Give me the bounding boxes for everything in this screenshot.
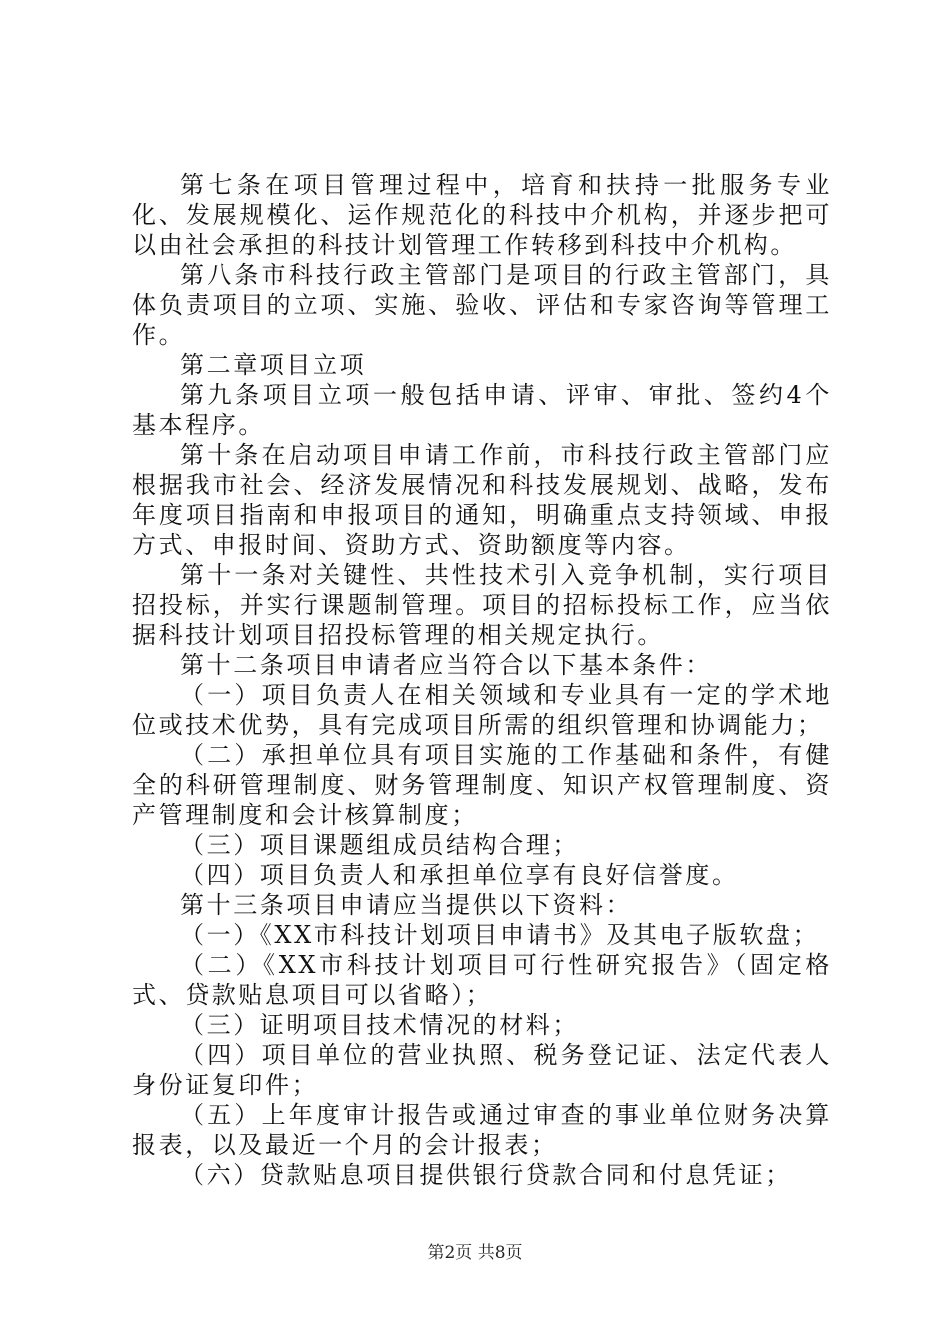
article-12-item-1: （一）项目负责人在相关领域和专业具有一定的学术地位或技术优势，具有完成项目所需的组织管理和协调能力； [132,681,832,739]
article-12-item-4: （四）项目负责人和承担单位享有良好信誉度。 [180,861,739,889]
chapter-2-heading: 第二章项目立项 [180,351,367,379]
article-13-item-1: （一）《XX市科技计划项目申请书》及其电子版软盘； [180,921,820,949]
article-7-paragraph: 第七条在项目管理过程中，培育和扶持一批服务专业化、发展规模化、运作规范化的科技中介机构，并逐步把可以由社会承担的科技计划管理工作转移到科技中介机构。 [132,171,832,259]
article-13-item-5: （五）上年度审计报告或通过审查的事业单位财务决算报表，以及最近一个月的会计报表； [132,1101,832,1159]
page-footer: 第2页 共8页 [427,1243,523,1263]
article-12-paragraph: 第十二条项目申请者应当符合以下基本条件： [180,651,712,679]
article-10-paragraph: 第十条在启动项目申请工作前，市科技行政主管部门应根据我市社会、经济发展情况和科技发展规划、战略，发布年度项目指南和申报项目的通知，明确重点支持领域、申报方式、申报时间、资助方式、资助额度等内容。 [132,441,832,559]
article-13-item-3: （三）证明项目技术情况的材料； [180,1011,579,1039]
article-13-item-4: （四）项目单位的营业执照、税务登记证、法定代表人身份证复印件； [132,1041,832,1099]
article-13-item-2: （二）《XX市科技计划项目可行性研究报告》（固定格式、贷款贴息项目可以省略）； [132,951,832,1009]
article-13-paragraph: 第十三条项目申请应当提供以下资料： [180,891,633,919]
document-body [132,170,832,1190]
article-9-paragraph: 第九条项目立项一般包括申请、评审、审批、签约4个基本程序。 [132,381,832,439]
article-13-item-6: （六）贷款贴息项目提供银行贷款合同和付息凭证； [180,1161,792,1189]
article-12-item-2: （二）承担单位具有项目实施的工作基础和条件，有健全的科研管理制度、财务管理制度、知识产权管理制度、资产管理制度和会计核算制度； [132,741,832,829]
article-12-item-3: （三）项目课题组成员结构合理； [180,831,579,859]
article-8-paragraph: 第八条市科技行政主管部门是项目的行政主管部门，具体负责项目的立项、实施、验收、评估和专家咨询等管理工作。 [132,261,832,349]
article-11-paragraph: 第十一条对关键性、共性技术引入竞争机制，实行项目招投标，并实行课题制管理。项目的招标投标工作，应当依据科技计划项目招投标管理的相关规定执行。 [132,561,832,649]
